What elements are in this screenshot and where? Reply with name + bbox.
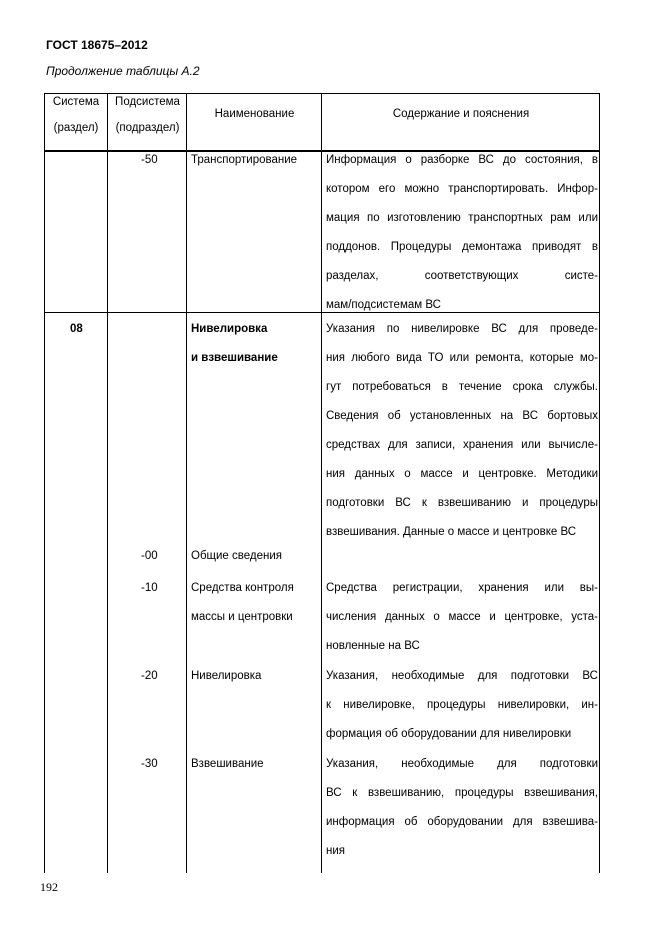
description-line: Сведения об установленных на ВС бортовых bbox=[326, 410, 598, 422]
description-line: информация об оборудовании для взвешива- bbox=[326, 816, 598, 828]
item-description bbox=[326, 574, 598, 661]
subsystem-code: -50 bbox=[141, 154, 158, 166]
header-subsystem-line: Подсистема bbox=[115, 96, 180, 108]
table-continuation-caption: Продолжение таблицы А.2 bbox=[46, 64, 200, 78]
description-line: Средства регистрации, хранения или вы- bbox=[326, 582, 598, 594]
description-line: к нивелировке, процедуры нивелировки, ин- bbox=[326, 699, 598, 711]
item-name: Транспортирование bbox=[191, 154, 298, 166]
item-description bbox=[326, 662, 598, 749]
description-line: Информация о разборке ВС до состояния, в bbox=[326, 154, 598, 166]
description-line: котором его можно транспортировать. Инфор- bbox=[326, 183, 598, 195]
item-name: и взвешивание bbox=[191, 352, 278, 364]
header-content: Содержание и пояснения bbox=[392, 108, 530, 120]
description-line: новленные на ВС bbox=[326, 640, 420, 652]
item-name: Общие сведения bbox=[191, 550, 282, 562]
document-code: ГОСТ 18675–2012 bbox=[46, 38, 148, 52]
description-line: ния данных о массе и центровке. Методики bbox=[326, 468, 598, 480]
item-description bbox=[326, 146, 598, 320]
description-line: подготовки ВС к взвешиванию и процедуры bbox=[326, 497, 598, 509]
description-line: ния bbox=[326, 845, 346, 857]
description-line: мам/подсистемам ВС bbox=[326, 299, 441, 311]
description-line: взвешивания. Данные о массе и центровке ВС bbox=[326, 526, 577, 538]
header-system bbox=[44, 89, 108, 141]
description-line: числения данных о массе и центровке, уста- bbox=[326, 611, 598, 623]
item-name: Нивелировка bbox=[191, 323, 268, 335]
subsystem-code: -30 bbox=[141, 758, 158, 770]
description-line: Указания, необходимые для подготовки bbox=[326, 758, 598, 770]
item-description bbox=[326, 750, 598, 866]
subsystem-code: -20 bbox=[141, 670, 158, 682]
description-line: разделах, соответствующих систе- bbox=[326, 270, 598, 282]
column-divider bbox=[107, 93, 108, 873]
system-code: 08 bbox=[70, 323, 83, 335]
description-line: средствах для записи, хранения или вычисле- bbox=[326, 439, 598, 451]
column-divider bbox=[321, 93, 322, 873]
header-system-line: Система bbox=[52, 96, 100, 108]
description-line: ВС к взвешиванию, процедуры взвешивания, bbox=[326, 787, 598, 799]
item-name: Взвешивание bbox=[191, 758, 264, 770]
description-line: гут потребоваться в течение срока службы. bbox=[326, 381, 598, 393]
table-right-border bbox=[599, 93, 600, 873]
header-name: Наименование bbox=[214, 108, 295, 120]
item-name: Средства контроля bbox=[191, 582, 294, 594]
item-name: массы и центровки bbox=[191, 611, 293, 623]
header-subsystem bbox=[108, 89, 187, 141]
header-subsystem-line: (подраздел) bbox=[115, 122, 180, 134]
description-line: поддонов. Процедуры демонтажа приводят в bbox=[326, 241, 598, 253]
description-line: формация об оборудовании для нивелировки bbox=[326, 728, 572, 740]
description-line: Указания по нивелировке ВС для проведе- bbox=[326, 323, 598, 335]
column-divider bbox=[186, 93, 187, 873]
subsystem-code: -00 bbox=[141, 550, 158, 562]
subsystem-code: -10 bbox=[141, 582, 158, 594]
item-description bbox=[326, 315, 598, 547]
item-name: Нивелировка bbox=[191, 670, 262, 682]
description-line: Указания, необходимые для подготовки ВС bbox=[326, 670, 598, 682]
table-left-border bbox=[44, 93, 45, 873]
description-line: ния любого вида ТО или ремонта, которые мо- bbox=[326, 352, 598, 364]
header-system-line: (раздел) bbox=[53, 122, 99, 134]
description-line: мация по изготовлению транспортных рам или bbox=[326, 212, 598, 224]
page-number: 192 bbox=[40, 880, 58, 894]
